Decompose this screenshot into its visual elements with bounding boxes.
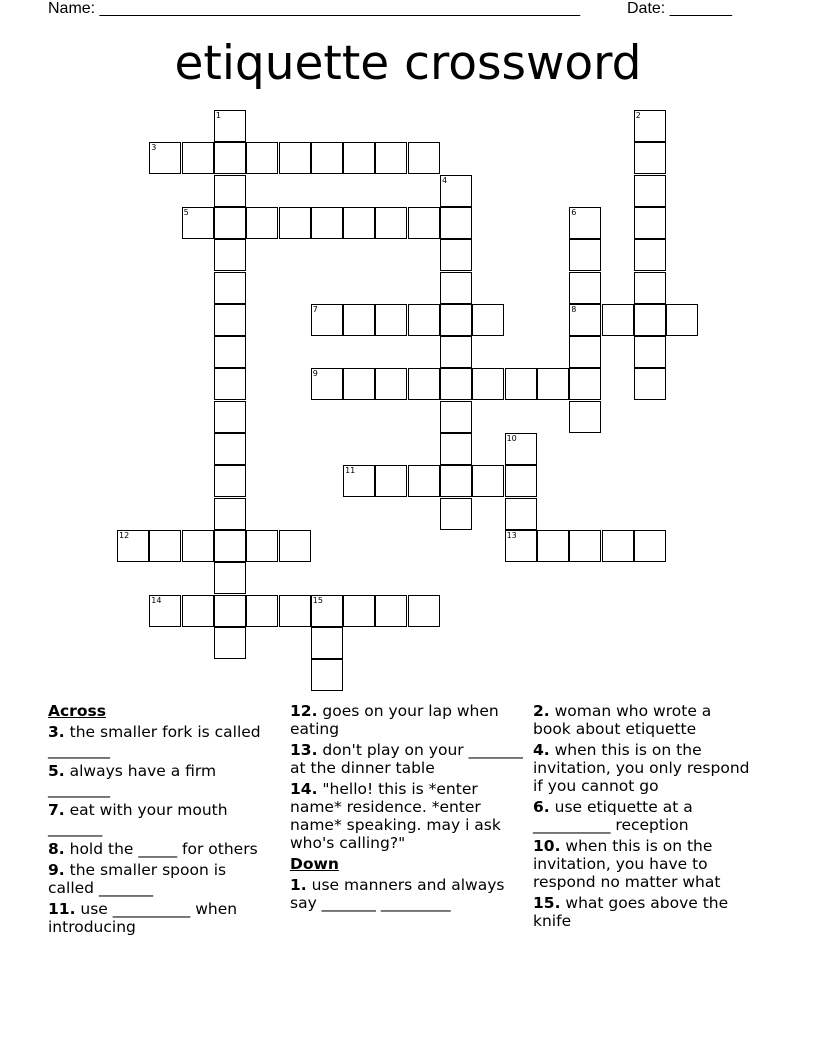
crossword-cell[interactable] xyxy=(214,530,246,562)
crossword-cell[interactable] xyxy=(149,595,181,627)
clue-number: 2 xyxy=(635,111,641,120)
crossword-cell[interactable] xyxy=(214,433,246,465)
crossword-cell[interactable] xyxy=(214,142,246,174)
clue-number: 11 xyxy=(345,466,356,476)
crossword-cell[interactable] xyxy=(569,239,601,271)
clue-across-14: 14. "hello! this is *enter name* residence. *enter name* speaking. may i ask who's calling?" xyxy=(290,780,501,852)
crossword-cell[interactable] xyxy=(440,175,472,207)
clue-number: 6 xyxy=(571,207,577,217)
crossword-cell[interactable] xyxy=(343,368,375,400)
clue-number: 1 xyxy=(215,111,221,120)
clue-number: 5 xyxy=(183,207,189,217)
clue-number: 7 xyxy=(312,304,318,314)
crossword-cell[interactable] xyxy=(214,239,246,271)
crossword-cell[interactable] xyxy=(279,207,311,239)
across-heading: Across xyxy=(48,702,106,720)
crossword-cell[interactable] xyxy=(117,530,149,562)
crossword-cell[interactable] xyxy=(214,465,246,497)
crossword-cell[interactable] xyxy=(375,465,407,497)
crossword-cell[interactable] xyxy=(440,368,472,400)
crossword-cell[interactable] xyxy=(440,239,472,271)
crossword-cell[interactable] xyxy=(505,465,537,497)
crossword-cell[interactable] xyxy=(634,175,666,207)
crossword-cell[interactable] xyxy=(246,530,278,562)
clue-down-2: 2. woman who wrote a book about etiquette xyxy=(533,702,712,738)
crossword-cell[interactable] xyxy=(569,304,601,336)
clue-number: 12 xyxy=(119,530,130,540)
crossword-cell[interactable] xyxy=(440,304,472,336)
clues-column-1 xyxy=(48,702,276,939)
crossword-cell[interactable] xyxy=(246,142,278,174)
crossword-cell[interactable] xyxy=(375,142,407,174)
crossword-cell[interactable] xyxy=(440,401,472,433)
crossword-cell[interactable] xyxy=(375,368,407,400)
clue-number: 4 xyxy=(442,175,448,185)
crossword-cell[interactable] xyxy=(440,336,472,368)
crossword-cell[interactable] xyxy=(408,207,440,239)
clue-across-5: 5. always have a firm ________ xyxy=(48,762,217,798)
crossword-cell[interactable] xyxy=(149,530,181,562)
crossword-cell[interactable] xyxy=(149,142,181,174)
clue-across-8: 8. hold the _____ for others xyxy=(48,840,258,858)
crossword-cell[interactable] xyxy=(440,433,472,465)
crossword-cell[interactable] xyxy=(440,207,472,239)
clue-down-1: 1. use manners and always say _______ _________ xyxy=(290,876,505,912)
crossword-cell[interactable] xyxy=(634,142,666,174)
crossword-cell[interactable] xyxy=(569,368,601,400)
crossword-cell[interactable] xyxy=(375,207,407,239)
crossword-cell[interactable] xyxy=(182,595,214,627)
clue-down-15: 15. what goes above the knife xyxy=(533,894,729,930)
crossword-cell[interactable] xyxy=(408,465,440,497)
crossword-cell[interactable] xyxy=(214,368,246,400)
crossword-cell[interactable] xyxy=(408,304,440,336)
crossword-cell[interactable] xyxy=(408,142,440,174)
crossword-cell[interactable] xyxy=(311,627,343,659)
clue-across-3: 3. the smaller fork is called ________ xyxy=(48,723,261,759)
crossword-cell[interactable] xyxy=(343,207,375,239)
crossword-cell[interactable] xyxy=(311,595,343,627)
clues-column-2 xyxy=(290,702,526,915)
clue-down-10: 10. when this is on the invitation, you have to respond no matter what xyxy=(533,837,721,891)
crossword-cell[interactable] xyxy=(343,142,375,174)
crossword-cell[interactable] xyxy=(311,304,343,336)
crossword-cell[interactable] xyxy=(569,401,601,433)
crossword-cell[interactable] xyxy=(311,368,343,400)
crossword-cell[interactable] xyxy=(182,207,214,239)
crossword-cell[interactable] xyxy=(440,272,472,304)
crossword-cell[interactable] xyxy=(311,207,343,239)
crossword-cell[interactable] xyxy=(537,530,569,562)
crossword-cell[interactable] xyxy=(182,530,214,562)
crossword-cell[interactable] xyxy=(634,530,666,562)
clue-number: 10 xyxy=(506,434,517,443)
clues-column-3 xyxy=(533,702,753,933)
crossword-cell[interactable] xyxy=(634,110,666,142)
clue-down-6: 6. use etiquette at a __________ reception xyxy=(533,798,693,834)
crossword-cell[interactable] xyxy=(343,465,375,497)
crossword-cell[interactable] xyxy=(602,304,634,336)
crossword-cell[interactable] xyxy=(246,595,278,627)
crossword-cell[interactable] xyxy=(472,304,504,336)
clue-across-7: 7. eat with your mouth _______ xyxy=(48,801,228,837)
crossword-cell[interactable] xyxy=(472,368,504,400)
crossword-cell[interactable] xyxy=(634,368,666,400)
crossword-cell[interactable] xyxy=(602,530,634,562)
crossword-cell[interactable] xyxy=(472,465,504,497)
crossword-cell[interactable] xyxy=(214,336,246,368)
crossword-cell[interactable] xyxy=(666,304,698,336)
crossword-cell[interactable] xyxy=(440,498,472,530)
crossword-cell[interactable] xyxy=(214,272,246,304)
page-title: etiquette crossword xyxy=(174,36,642,91)
crossword-cell[interactable] xyxy=(375,595,407,627)
crossword-cell[interactable] xyxy=(214,304,246,336)
crossword-cell[interactable] xyxy=(311,659,343,691)
clue-across-11: 11. use __________ when introducing xyxy=(48,900,238,936)
clue-down-4: 4. when this is on the invitation, you only respond if you cannot go xyxy=(533,741,750,795)
crossword-cell[interactable] xyxy=(214,562,246,594)
crossword-cell[interactable] xyxy=(214,175,246,207)
crossword-cell[interactable] xyxy=(214,595,246,627)
crossword-cell[interactable] xyxy=(214,627,246,659)
clue-number: 15 xyxy=(312,595,323,605)
crossword-cell[interactable] xyxy=(375,304,407,336)
crossword-cell[interactable] xyxy=(505,498,537,530)
crossword-cell[interactable] xyxy=(343,595,375,627)
crossword-cell[interactable] xyxy=(569,272,601,304)
crossword-cell[interactable] xyxy=(440,465,472,497)
clue-number: 8 xyxy=(571,304,577,314)
crossword-cell[interactable] xyxy=(214,110,246,142)
crossword-cell[interactable] xyxy=(214,401,246,433)
crossword-cell[interactable] xyxy=(634,336,666,368)
crossword-cell[interactable] xyxy=(246,207,278,239)
crossword-cell[interactable] xyxy=(569,207,601,239)
clue-number: 3 xyxy=(151,143,157,153)
crossword-cell[interactable] xyxy=(182,142,214,174)
clue-number: 13 xyxy=(506,530,517,540)
crossword-cell[interactable] xyxy=(279,595,311,627)
crossword-cell[interactable] xyxy=(569,336,601,368)
crossword-cell[interactable] xyxy=(408,368,440,400)
clue-across-12: 12. goes on your lap when eating xyxy=(290,702,499,738)
crossword-cell[interactable] xyxy=(214,207,246,239)
clue-across-9: 9. the smaller spoon is called _______ xyxy=(48,861,227,897)
crossword-cell[interactable] xyxy=(634,207,666,239)
crossword-cell[interactable] xyxy=(214,498,246,530)
clue-across-13: 13. don't play on your _______ at the dinner table xyxy=(290,741,523,777)
crossword-cell[interactable] xyxy=(505,433,537,465)
crossword-cell[interactable] xyxy=(505,368,537,400)
crossword-cell[interactable] xyxy=(279,142,311,174)
clue-number: 9 xyxy=(312,369,318,379)
crossword-cell[interactable] xyxy=(343,304,375,336)
clue-number: 14 xyxy=(151,595,162,605)
name-field: Name: ______________________________________________________ xyxy=(48,0,581,17)
crossword-cell[interactable] xyxy=(505,530,537,562)
crossword-cell[interactable] xyxy=(311,142,343,174)
crossword-cell[interactable] xyxy=(634,304,666,336)
crossword-cell[interactable] xyxy=(537,368,569,400)
crossword-cell[interactable] xyxy=(408,595,440,627)
down-heading: Down xyxy=(290,855,339,873)
crossword-cell[interactable] xyxy=(569,530,601,562)
crossword-cell[interactable] xyxy=(279,530,311,562)
crossword-cell[interactable] xyxy=(634,239,666,271)
crossword-cell[interactable] xyxy=(634,272,666,304)
date-field: Date: _______ xyxy=(627,0,732,17)
